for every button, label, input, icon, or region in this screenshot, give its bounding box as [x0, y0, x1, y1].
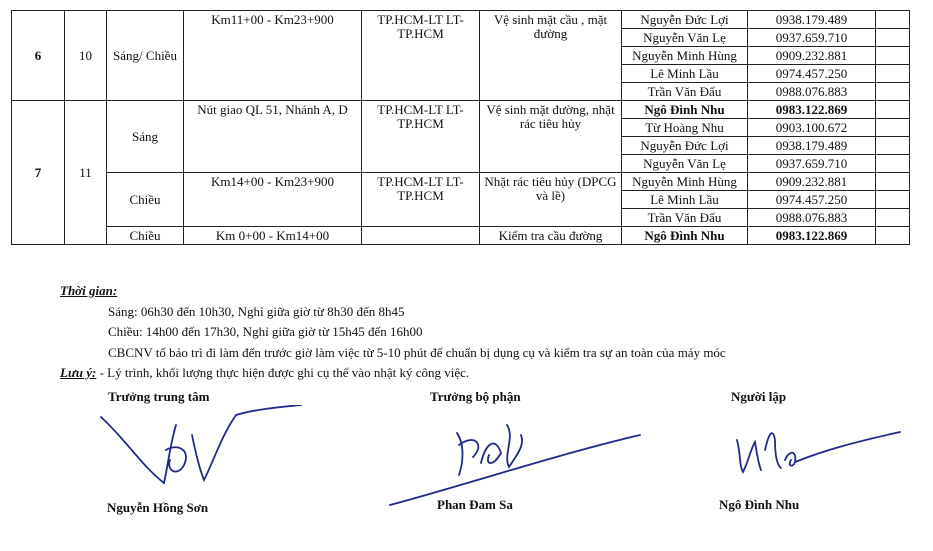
staff-name: Nguyễn Đức Lợi — [622, 137, 748, 155]
staff-phone: 0988.076.883 — [748, 209, 876, 227]
staff-name: Lê Minh Lầu — [622, 65, 748, 83]
staff-name: Từ Hoàng Nhu — [622, 119, 748, 137]
note-line — [60, 363, 726, 384]
shift-session: Sáng/ Chiều — [107, 11, 184, 101]
staff-name: Trần Văn Đẩu — [622, 209, 748, 227]
empty-cell — [876, 83, 910, 101]
staff-phone: 0974.457.250 — [748, 191, 876, 209]
empty-cell — [876, 227, 910, 245]
empty-cell — [876, 173, 910, 191]
shift-session: Chiều — [107, 227, 184, 245]
empty-cell — [876, 11, 910, 29]
shift-task: Vệ sinh mặt đường, nhặt rác tiêu hủy — [480, 101, 622, 173]
shift-session: Chiều — [107, 173, 184, 227]
empty-cell — [876, 65, 910, 83]
table-row — [12, 227, 910, 245]
empty-cell — [876, 137, 910, 155]
empty-cell — [876, 47, 910, 65]
note-label: Lưu ý: — [60, 365, 97, 380]
shift-area — [362, 227, 480, 245]
signature-role-dept: Trưởng bộ phận — [430, 389, 521, 404]
row-day: 10 — [65, 11, 107, 101]
staff-phone: 0938.179.489 — [748, 11, 876, 29]
staff-name: Ngô Đình Nhu — [622, 101, 748, 119]
table-row — [12, 101, 910, 119]
row-day: 11 — [65, 101, 107, 245]
shift-task: Nhặt rác tiêu hủy (DPCG và lề) — [480, 173, 622, 227]
shift-area: TP.HCM-LT LT-TP.HCM — [362, 101, 480, 173]
staff-name: Nguyễn Văn Lẹ — [622, 155, 748, 173]
cbcnv-instruction: CBCNV tổ bảo trì đi làm đến trước giờ làm việc từ 5-10 phút để chuẩn bị dụng cụ và kiểm tra sự an toàn của máy móc — [108, 344, 726, 360]
shift-route: Nút giao QL 51, Nhánh A, D — [184, 101, 362, 173]
signature-role-center: Trưởng trung tâm — [108, 389, 210, 404]
note-text: - Lý trình, khối lượng thực hiện được ghi cụ thể vào nhật ký công việc. — [96, 365, 470, 380]
signature-name-center: Nguyễn Hồng Sơn — [107, 500, 209, 515]
staff-phone: 0938.179.489 — [748, 137, 876, 155]
shift-area: TP.HCM-LT LT-TP.HCM — [362, 11, 480, 101]
staff-name: Nguyễn Minh Hùng — [622, 173, 748, 191]
staff-name: Nguyễn Đức Lợi — [622, 11, 748, 29]
staff-name: Nguyễn Minh Hùng — [622, 47, 748, 65]
empty-cell — [876, 191, 910, 209]
empty-cell — [876, 155, 910, 173]
signature-dept-handwriting — [385, 415, 645, 510]
staff-phone: 0903.100.672 — [748, 119, 876, 137]
shift-area: TP.HCM-LT LT-TP.HCM — [362, 173, 480, 227]
empty-cell — [876, 119, 910, 137]
staff-phone: 0983.122.869 — [748, 101, 876, 119]
empty-cell — [876, 29, 910, 47]
signature-name-dept: Phan Đam Sa — [437, 497, 513, 512]
signature-center-handwriting — [96, 405, 306, 490]
morning-time: Sáng: 06h30 đến 10h30, Nghỉ giữa giờ từ 8h30 đến 8h45 — [108, 303, 405, 319]
afternoon-time: Chiều: 14h00 đến 17h30, Nghỉ giữa giờ từ 15h45 đến 16h00 — [108, 324, 423, 339]
shift-session: Sáng — [107, 101, 184, 173]
empty-cell — [876, 209, 910, 227]
row-number: 7 — [12, 101, 65, 245]
staff-phone: 0937.659.710 — [748, 155, 876, 173]
shift-route: Km14+00 - Km23+900 — [184, 173, 362, 227]
shift-route: Km11+00 - Km23+900 — [184, 11, 362, 101]
signature-name-maker: Ngô Đình Nhu — [719, 497, 800, 512]
table-row — [12, 11, 910, 29]
signature-role-maker: Người lập — [731, 389, 787, 404]
staff-name: Nguyễn Văn Lẹ — [622, 29, 748, 47]
shift-task: Kiểm tra cầu đường — [480, 227, 622, 245]
empty-cell — [876, 101, 910, 119]
notes-section — [60, 281, 726, 384]
staff-phone: 0937.659.710 — [748, 29, 876, 47]
shift-route: Km 0+00 - Km14+00 — [184, 227, 362, 245]
schedule-table — [11, 10, 910, 245]
shift-task: Vệ sinh mặt cầu , mặt đường — [480, 11, 622, 101]
staff-phone: 0909.232.881 — [748, 173, 876, 191]
staff-phone: 0909.232.881 — [748, 47, 876, 65]
staff-phone: 0988.076.883 — [748, 83, 876, 101]
staff-name: Ngô Đình Nhu — [622, 227, 748, 245]
staff-name: Lê Minh Lầu — [622, 191, 748, 209]
table-row — [12, 173, 910, 191]
staff-phone: 0983.122.869 — [748, 227, 876, 245]
time-label: Thời gian: — [60, 283, 118, 298]
staff-phone: 0974.457.250 — [748, 65, 876, 83]
row-number: 6 — [12, 11, 65, 101]
staff-name: Trần Văn Đẩu — [622, 83, 748, 101]
signature-maker-handwriting — [725, 420, 905, 480]
